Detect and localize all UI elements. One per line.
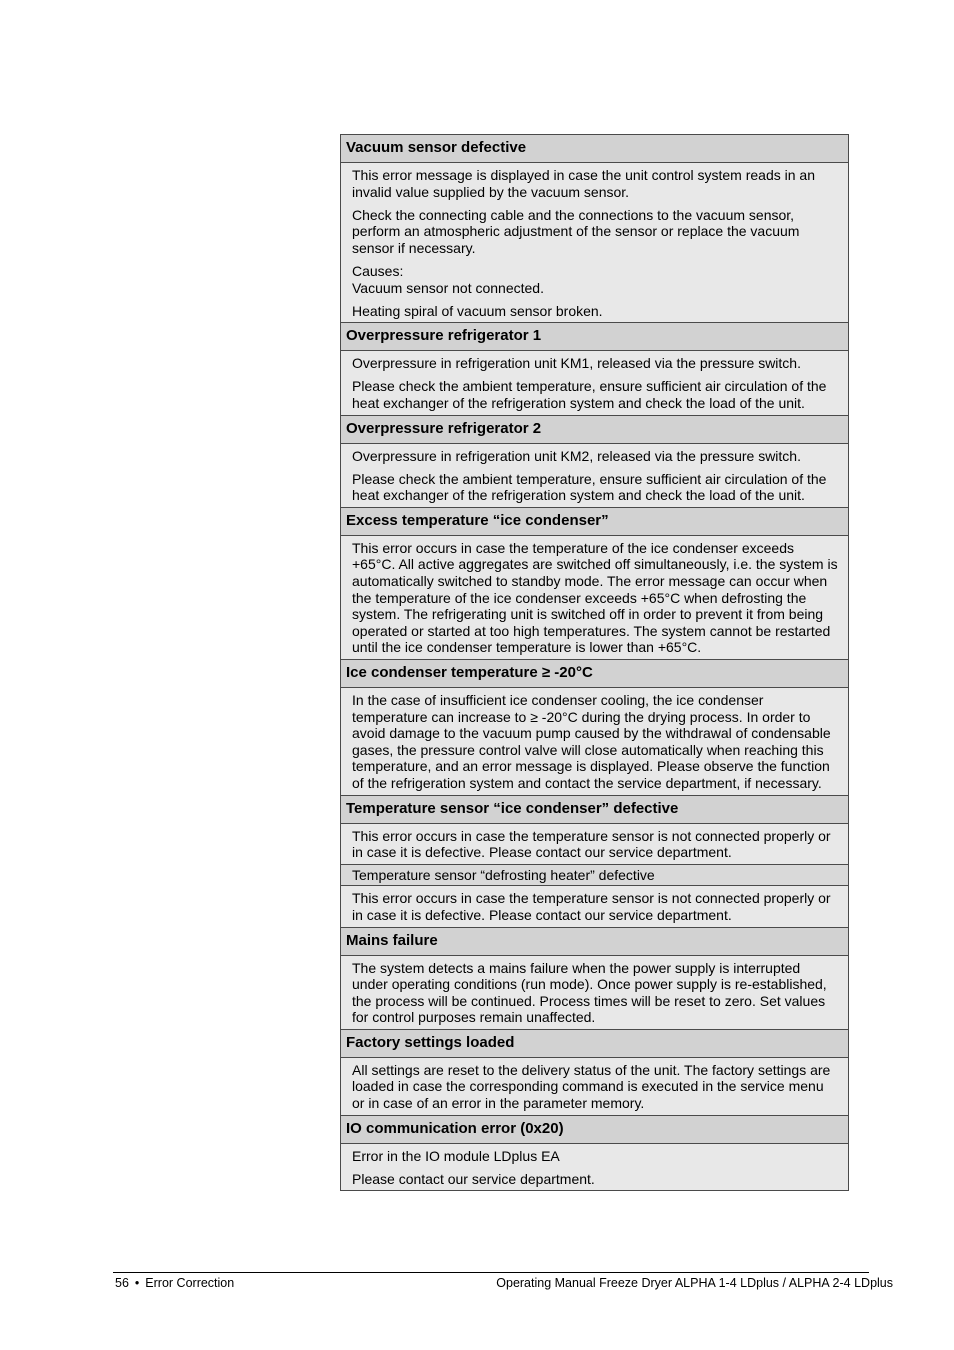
- section-body: [341, 824, 848, 864]
- section-title: Overpressure refrigerator 1: [341, 322, 848, 351]
- footer-left: [115, 1276, 234, 1290]
- chapter-title: Error Correction: [145, 1276, 235, 1290]
- section-title: Excess temperature “ice condenser”: [341, 507, 848, 536]
- section-title: Factory settings loaded: [341, 1029, 848, 1058]
- subsection-title: Temperature sensor “defrosting heater” defective: [341, 864, 848, 887]
- section-body: [341, 163, 848, 322]
- section-body: [341, 956, 848, 1029]
- manual-title: Operating Manual Freeze Dryer ALPHA 1-4 LDplus / ALPHA 2-4 LDplus: [496, 1276, 893, 1290]
- section-body: [341, 1058, 848, 1115]
- paragraph: This error occurs in case the temperature sensor is not connected properly or in case it is defective. Please contact our service department.: [352, 890, 831, 923]
- paragraph: Causes: Vacuum sensor not connected.: [352, 262, 544, 296]
- paragraph: Check the connecting cable and the connections to the vacuum sensor, perform an atmospheric adjustment of the sensor or replace the vacuum sensor if necessary.: [352, 206, 800, 256]
- section-body: [341, 444, 848, 507]
- section-body: [341, 688, 848, 795]
- paragraph: In the case of insufficient ice condenser cooling, the ice condenser temperature can increase to ≥ -20°C during the drying process. In order to avoid damage to the vacuum pump caused by the withdrawal of condensable gases, the pressure control valve will close automatically when reaching this temperature, and an error message is displayed. Please observe the function of the refrigeration system and contact the service department, if necessary.: [352, 691, 831, 791]
- paragraph: This error occurs in case the temperature sensor is not connected properly or in case it is defective. Please contact our service department.: [352, 827, 831, 861]
- paragraph: This error message is displayed in case the unit control system reads in an invalid value supplied by the vacuum sensor.: [352, 167, 815, 200]
- section-title: IO communication error (0x20): [341, 1115, 848, 1144]
- paragraph: Overpressure in refrigeration unit KM2, released via the pressure switch.: [352, 447, 801, 464]
- paragraph: This error occurs in case the temperature of the ice condenser exceeds +65°C. All active aggregates are switched off simultaneously, i.e. the system is automatically switched to standby mode. The error message can occur when the temperature of the ice condenser exceeds +65°C when defrosting the system. The refrigerating unit is switched off in order to prevent it from being operated or started at too high temperatures. The system cannot be restarted until the ice condenser temperature is lower than +65°C.: [352, 539, 838, 656]
- paragraph: Please contact our service department.: [352, 1170, 595, 1187]
- section-body: [341, 886, 848, 926]
- section-title: Ice condenser temperature ≥ -20°C: [341, 659, 848, 688]
- paragraph: The system detects a mains failure when the power supply is interrupted under operating conditions (run mode). Once power supply is re-established, the process will be continued. Process times will be reset to zero. Set values for control purposes remain unaffected.: [352, 959, 827, 1026]
- bullet-icon: •: [134, 1276, 140, 1290]
- footer-divider: [113, 1272, 869, 1273]
- paragraph: Error in the IO module LDplus EA: [352, 1147, 560, 1164]
- section-body: [341, 536, 848, 659]
- paragraph: Heating spiral of vacuum sensor broken.: [352, 302, 603, 319]
- paragraph: Please check the ambient temperature, ensure sufficient air circulation of the heat exchanger of the refrigeration system and check the load of the unit.: [352, 378, 827, 411]
- section-title: Mains failure: [341, 927, 848, 956]
- section-title: Temperature sensor “ice condenser” defective: [341, 795, 848, 824]
- paragraph: All settings are reset to the delivery status of the unit. The factory settings are loaded in case the corresponding command is executed in the service menu or in case of an error in the parameter memory.: [352, 1061, 831, 1112]
- section-body: [341, 1144, 848, 1191]
- page-number: 56: [115, 1276, 129, 1290]
- section-title: Vacuum sensor defective: [341, 135, 848, 163]
- section-title: Overpressure refrigerator 2: [341, 415, 848, 444]
- paragraph: Please check the ambient temperature, ensure sufficient air circulation of the heat exchanger of the refrigeration system and check the load of the unit.: [352, 470, 827, 504]
- error-table: [340, 134, 849, 1191]
- section-body: [341, 351, 848, 414]
- paragraph: Overpressure in refrigeration unit KM1, released via the pressure switch.: [352, 355, 801, 372]
